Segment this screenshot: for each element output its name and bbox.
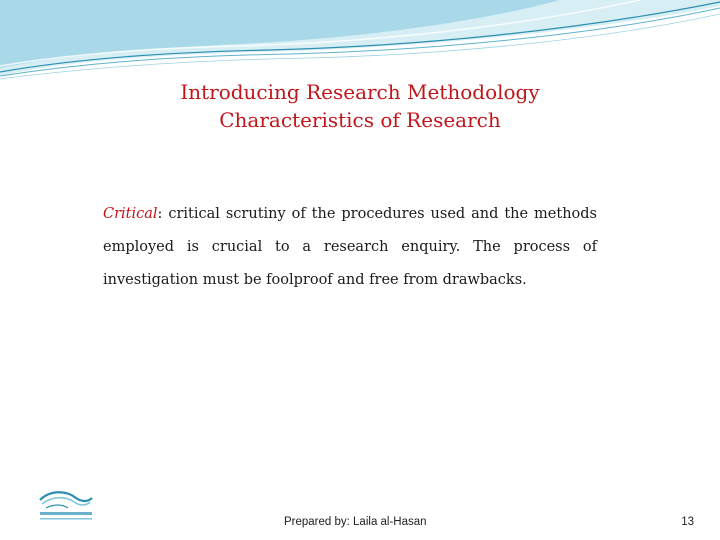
term-critical: Critical — [103, 206, 158, 222]
university-logo-icon — [36, 488, 96, 524]
body-paragraph — [103, 198, 597, 297]
footer-prepared-by: Prepared by: Laila al-Hasan — [284, 516, 427, 528]
slide-title — [0, 78, 720, 134]
title-line-2: Characteristics of Research — [219, 108, 501, 132]
title-line-1: Introducing Research Methodology — [180, 80, 540, 104]
body-description: : critical scrutiny of the procedures used and the methods employed is crucial to a research enquiry. The process of investigation must be foolproof and free from drawbacks. — [103, 206, 597, 288]
header-wave-decoration — [0, 0, 720, 80]
page-number: 13 — [681, 516, 694, 528]
